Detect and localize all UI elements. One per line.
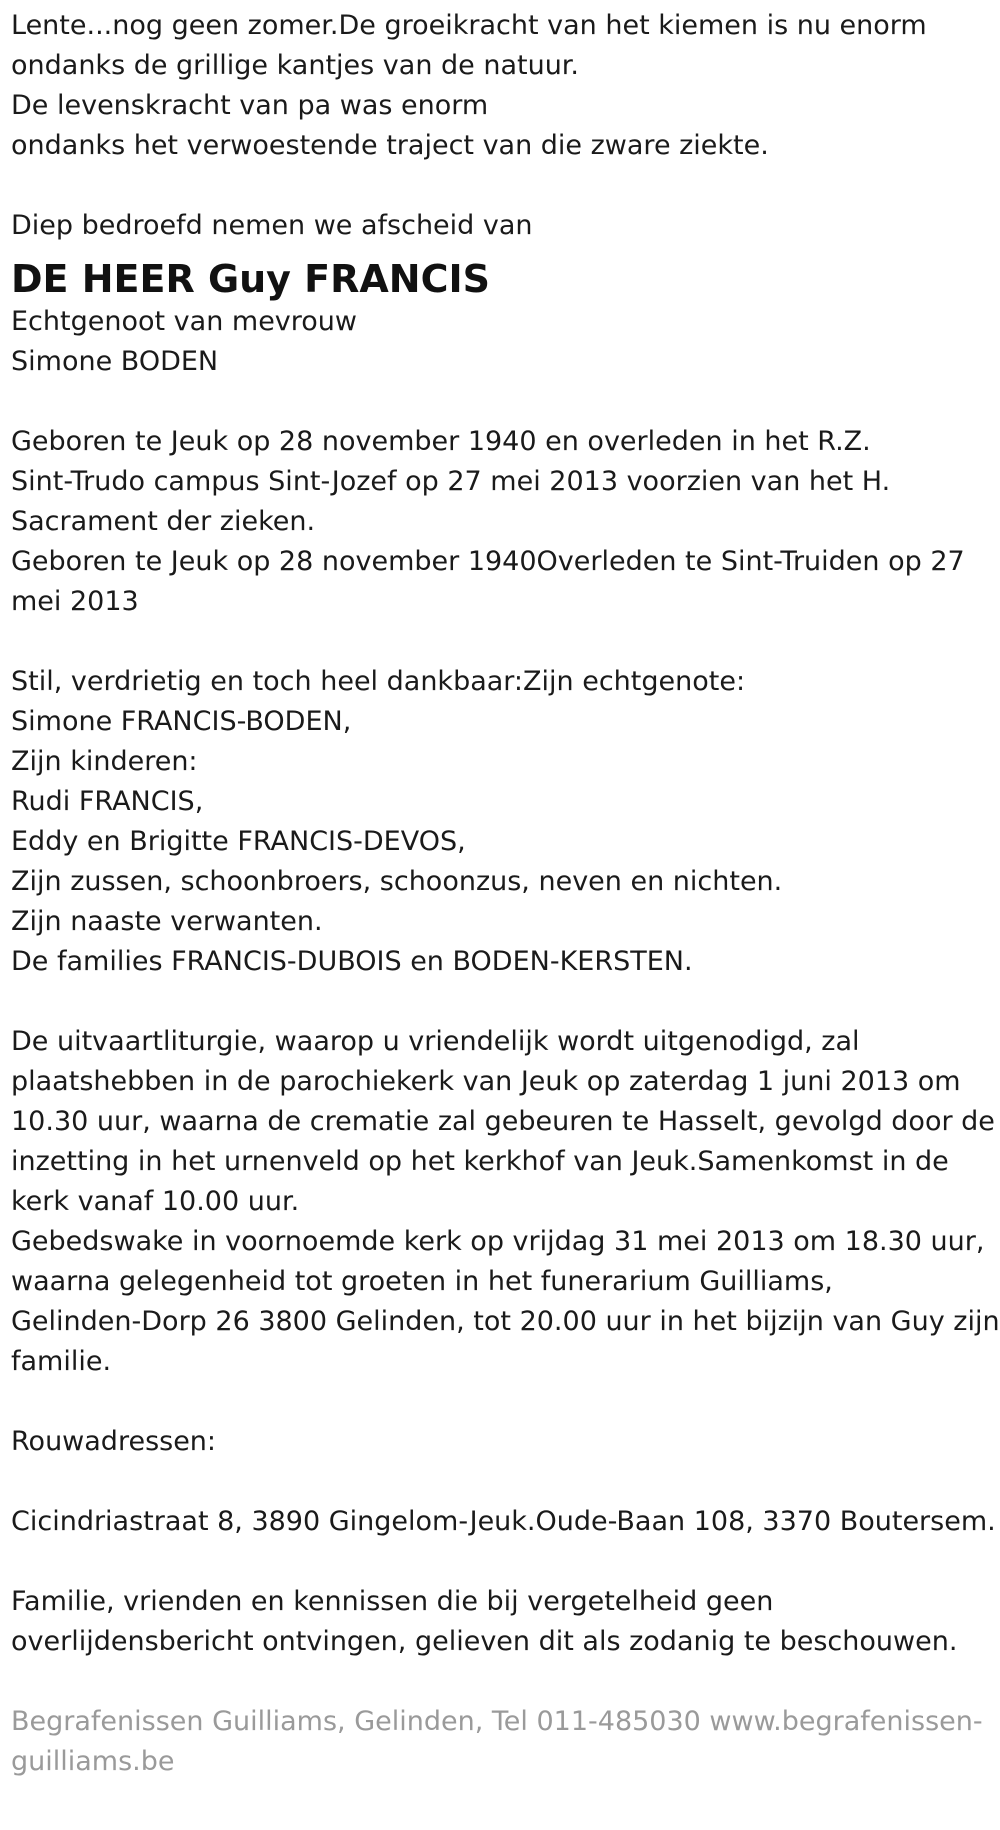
birth-death-line: mei 2013 [11,586,139,617]
spacer [11,166,989,206]
footer-line: guilliams.be [11,1746,175,1777]
ceremony-line: kerk vanaf 10.00 uur. [11,1186,300,1217]
spacer [11,1462,989,1502]
ceremony-line: De uitvaartliturgie, waarop u vriendelijk wordt uitgenodigd, zal [11,1026,860,1057]
birth-death-line: Sint-Trudo campus Sint-Jozef op 27 mei 2013 voorzien van het H. [11,466,891,497]
family-line: Zijn zussen, schoonbroers, schoonzus, neven en nichten. [11,866,783,897]
spouse-line: Echtgenoot van mevrouw [11,306,358,337]
birth-death-info [11,422,989,622]
birth-death-line: Sacrament der zieken. [11,506,316,537]
notice-line: overlijdensbericht ontvingen, gelieven dit als zodanig te beschouwen. [11,1626,958,1657]
birth-death-line: Geboren te Jeuk op 28 november 1940Overleden te Sint-Truiden op 27 [11,546,965,577]
ceremony-line: Gelinden-Dorp 26 3800 Gelinden, tot 20.00 uur in het bijzijn van Guy zijn [11,1306,1000,1337]
footer-line: Begrafenissen Guilliams, Gelinden, Tel 011-485030 www.begrafenissen- [11,1706,983,1737]
spacer [11,622,989,662]
poem-line: De levenskracht van pa was enorm [11,90,489,121]
poem-line: Lente...nog geen zomer.De groeikracht van het kiemen is nu enorm [11,10,927,41]
funeral-home-footer [11,1702,989,1782]
poem-line: ondanks de grillige kantjes van de natuur. [11,50,580,81]
ceremony-line: Gebedswake in voornoemde kerk op vrijdag 31 mei 2013 om 18.30 uur, [11,1226,985,1257]
spacer [11,982,989,1022]
family-line: Stil, verdrietig en toch heel dankbaar:Zijn echtgenote: [11,666,746,697]
intro-text: Diep bedroefd nemen we afscheid van [11,210,533,241]
birth-death-line: Geboren te Jeuk op 28 november 1940 en overleden in het R.Z. [11,426,871,457]
spouse-line: Simone BODEN [11,346,219,377]
spacer [11,1382,989,1422]
ceremony-line: inzetting in het urnenveld op het kerkhof van Jeuk.Samenkomst in de [11,1146,949,1177]
family-line: De families FRANCIS-DUBOIS en BODEN-KERSTEN. [11,946,693,977]
ceremony-line: 10.30 uur, waarna de crematie zal gebeuren te Hasselt, gevolgd door de [11,1106,995,1137]
poem-line: ondanks het verwoestende traject van die zware ziekte. [11,130,769,161]
spacer [11,1542,989,1582]
family-line: Eddy en Brigitte FRANCIS-DEVOS, [11,826,466,857]
notice-text [11,1582,989,1662]
ceremony-details [11,1022,1000,1382]
addresses-value: Cicindriastraat 8, 3890 Gingelom-Jeuk.Oude-Baan 108, 3370 Boutersem. [11,1506,996,1537]
addresses-label: Rouwadressen: [11,1426,217,1457]
ceremony-line: familie. [11,1346,112,1377]
family-line: Zijn naaste verwanten. [11,906,323,937]
family-line: Simone FRANCIS-BODEN, [11,706,352,737]
family-line: Rudi FRANCIS, [11,786,204,817]
spacer [11,382,989,422]
ceremony-line: plaatshebben in de parochiekerk van Jeuk op zaterdag 1 juni 2013 om [11,1066,961,1097]
notice-line: Familie, vrienden en kennissen die bij vergetelheid geen [11,1586,774,1617]
spacer [11,1662,989,1702]
opening-poem [11,6,989,166]
family-list [11,662,989,982]
family-line: Zijn kinderen: [11,746,198,777]
spouse-info [11,302,989,382]
ceremony-line: waarna gelegenheid tot groeten in het funerarium Guilliams, [11,1266,833,1297]
deceased-name: DE HEER Guy FRANCIS [11,257,491,301]
